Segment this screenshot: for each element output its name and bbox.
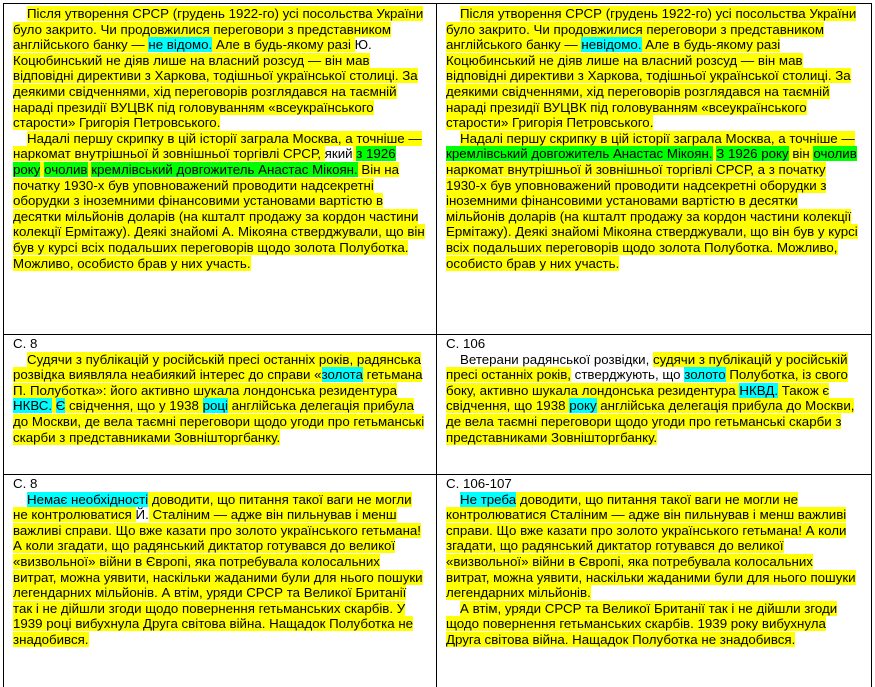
page-reference: С. 8 [13, 336, 38, 351]
page-reference: С. 106 [446, 336, 486, 351]
text-segment: він [788, 146, 814, 162]
text-segment: Не треба [460, 491, 517, 507]
text-segment: З 1926 року [716, 146, 789, 162]
text-segment: Й. [135, 507, 149, 523]
text-segment: невідомо. [581, 37, 642, 53]
text-segment: Після утворення СРСР (грудень 1922-го) усі посольства України було закрито. Чи продовжилися переговори з представником англійського банку — [446, 6, 857, 53]
paragraph [13, 352, 425, 446]
text-segment: стверджують, що [570, 367, 685, 383]
paragraph [446, 6, 858, 131]
text-segment: році [202, 398, 228, 414]
row-1-right-cell [446, 6, 858, 271]
paragraph [446, 492, 858, 601]
paragraph [13, 131, 425, 271]
text-segment: судячи з публікацій у російській пресі останніх років, [446, 351, 848, 383]
paragraph [446, 352, 858, 446]
text-segment: НКВД. [739, 382, 779, 398]
text-segment: Але в будь-якому разі Коцюбинський не діяв лише на власний розсуд — він мав відповідні директиви з Харкова, тодішньої української столиці. За деякими свідченнями, хід переговорів розглядався на таємній нараді президії ВУЦВК під головуванням «всеукраїнського старости» Григорія Петровського. [446, 37, 851, 131]
text-segment: Після утворення СРСР (грудень 1922-го) усі посольства України було закрито. Чи продовжилися переговори з представником англійського банку — [13, 6, 424, 53]
text-segment: кремлівський довгожитель Анастас Мікоян. [446, 146, 713, 162]
text-segment: з 1926 року [13, 146, 396, 177]
table-border-left [3, 3, 4, 687]
text-segment: кремлівський довгожитель Анастас Мікоян. [91, 161, 358, 177]
text-segment: початку 1930-х був уповноважений проводити надсекретні оборудки з іноземними фінансовими установами вартістю в десятки мільйонів доларів (на кшталт продажу за кордон частини колекції Ермітажу). Деякі знайомі А. Мікояна стверджували, що він був у курсі всіх подальших переговорів щодо золота Полуботка. Можливо, особисто брав у них участь. [13, 177, 425, 271]
text-segment: Надалі першу скрипку в цій історії заграла Москва, а точніше — наркомат внутрішньої й зовнішньої торгівлі СРСР, [13, 130, 422, 162]
text-segment: Також є свідчення, що 1938 [446, 382, 830, 414]
text-segment: Судячи з публікацій у російській пресі останніх років, радянська розвідка виявляла неабиякий інтерес до справи « [13, 351, 422, 383]
paragraph [446, 601, 858, 648]
text-segment: свідчення, що у [65, 398, 170, 414]
paragraph [13, 492, 425, 648]
text-segment: Він на [357, 161, 400, 177]
text-segment: Сталіним — адже він пильнував і менш важливі справи. Що вже казати про золото українського гетьмана! А коли згадати, що радянський диктатор готувався до великої «визвольної» війни в Європі, яка потребувала колосальних витрат, можна уявити, наскільки жаданими були для нього пошуки легендарних мільйонів. А втім, уряди СРСР та Великої Британії так і не дійшли згоди щодо повернення гетьманських скарбів. У 1939 році вибухнула Друга світова війна. Нащадок Полуботка не знадобився. [13, 507, 423, 647]
row-divider-1 [3, 334, 871, 335]
text-segment: НКВС. [13, 398, 53, 414]
text-segment: англійська делегація прибула до Москви, де вела таємні переговори щодо угоди про гетьманські скарби з представниками Зовнішторгбанку. [13, 398, 425, 445]
text-segment: Полуботка, із свого боку, активно шукала лондонська резидентура [446, 367, 848, 398]
table-border-right [871, 3, 872, 687]
page-reference: С. 106-107 [446, 476, 512, 491]
text-segment: року [569, 398, 597, 414]
text-segment: доводити, що питання такої ваги не могли не контролюватися Сталіним — адже він пильнував і менш важливі справи. Що вже казати про золото українського гетьмана! А коли згадати, що радянський диктатор готувався до великої «визвольної» війни в Європі, яка потребувала колосальних витрат, можна уявити, наскільки жаданими були для нього пошуки легендарних мільйонів. [446, 491, 856, 601]
text-segment: 1938 [169, 398, 199, 414]
text-segment: Ю. [354, 37, 372, 53]
row-divider-2 [3, 474, 871, 475]
row-2-right-cell [446, 336, 858, 445]
paragraph [13, 6, 425, 131]
text-segment: Немає необхідності [27, 491, 149, 507]
row-2-left-cell [13, 336, 425, 445]
text-segment: який [324, 146, 353, 162]
text-segment: Але в будь-якому разі [212, 37, 355, 53]
text-segment: Ветерани радянської розвідки, [460, 351, 653, 367]
table-border-top [3, 3, 871, 4]
text-segment: Надалі першу скрипку в цій історії заграла Москва, а точніше — [460, 130, 855, 146]
text-segment: золота [321, 367, 363, 383]
text-segment: не відомо. [148, 37, 213, 53]
text-segment: гетьмана П. Полуботка»: йогo активно шукала лондонська резидентура [13, 367, 423, 398]
column-divider [436, 3, 437, 687]
row-1-left-cell [13, 6, 425, 271]
text-segment: очолив [813, 146, 857, 162]
text-segment: очолив [44, 161, 88, 177]
text-segment: А втім, уряди СРСР та Великої Британії так і не дійшли згоди щодо повернення гетьманських скарбів. 1939 року вибухнула Друга світова війна. Нащадок Полуботка не знадобився. [446, 600, 838, 647]
text-segment: доводити, що питання такої ваги не могли не контролюватися [13, 491, 412, 523]
text-segment: Є [55, 398, 66, 414]
paragraph [446, 131, 858, 271]
text-segment: Коцюбинський не діяв лише на власний розсуд — він мав відповідні директиви з Харкова, тодішньої української столиці. За деякими свідченнями, хід переговорів розглядався на таємній нараді президії ВУЦВК під головуванням «всеукраїнського старости» Григорія Петровського. [13, 52, 418, 131]
text-segment: наркомат внутрішньої й зовнішньої торгівлі СРСР, а з початку 1930-х був уповноважений проводити надсекретні оборудки з іноземними фінансовими установами вартістю в десятки мільйонів доларів (на кшталт продажу за кордон частини колекції Ермітажу). Деякі знайомі Мікояна стверджували, що він був у курсі всіх подальших переговорів щодо золота Полуботка. Можливо, особисто брав у них участь. [446, 161, 858, 271]
text-segment: золото [684, 367, 726, 383]
text-segment: англійська делегація прибула до Москви, де вела таємні переговори щодо угоди про гетьманські скарби з представниками Зовнішторгбанку. [446, 398, 855, 445]
page-reference: С. 8 [13, 476, 38, 491]
row-3-right-cell [446, 476, 858, 648]
row-3-left-cell [13, 476, 425, 648]
